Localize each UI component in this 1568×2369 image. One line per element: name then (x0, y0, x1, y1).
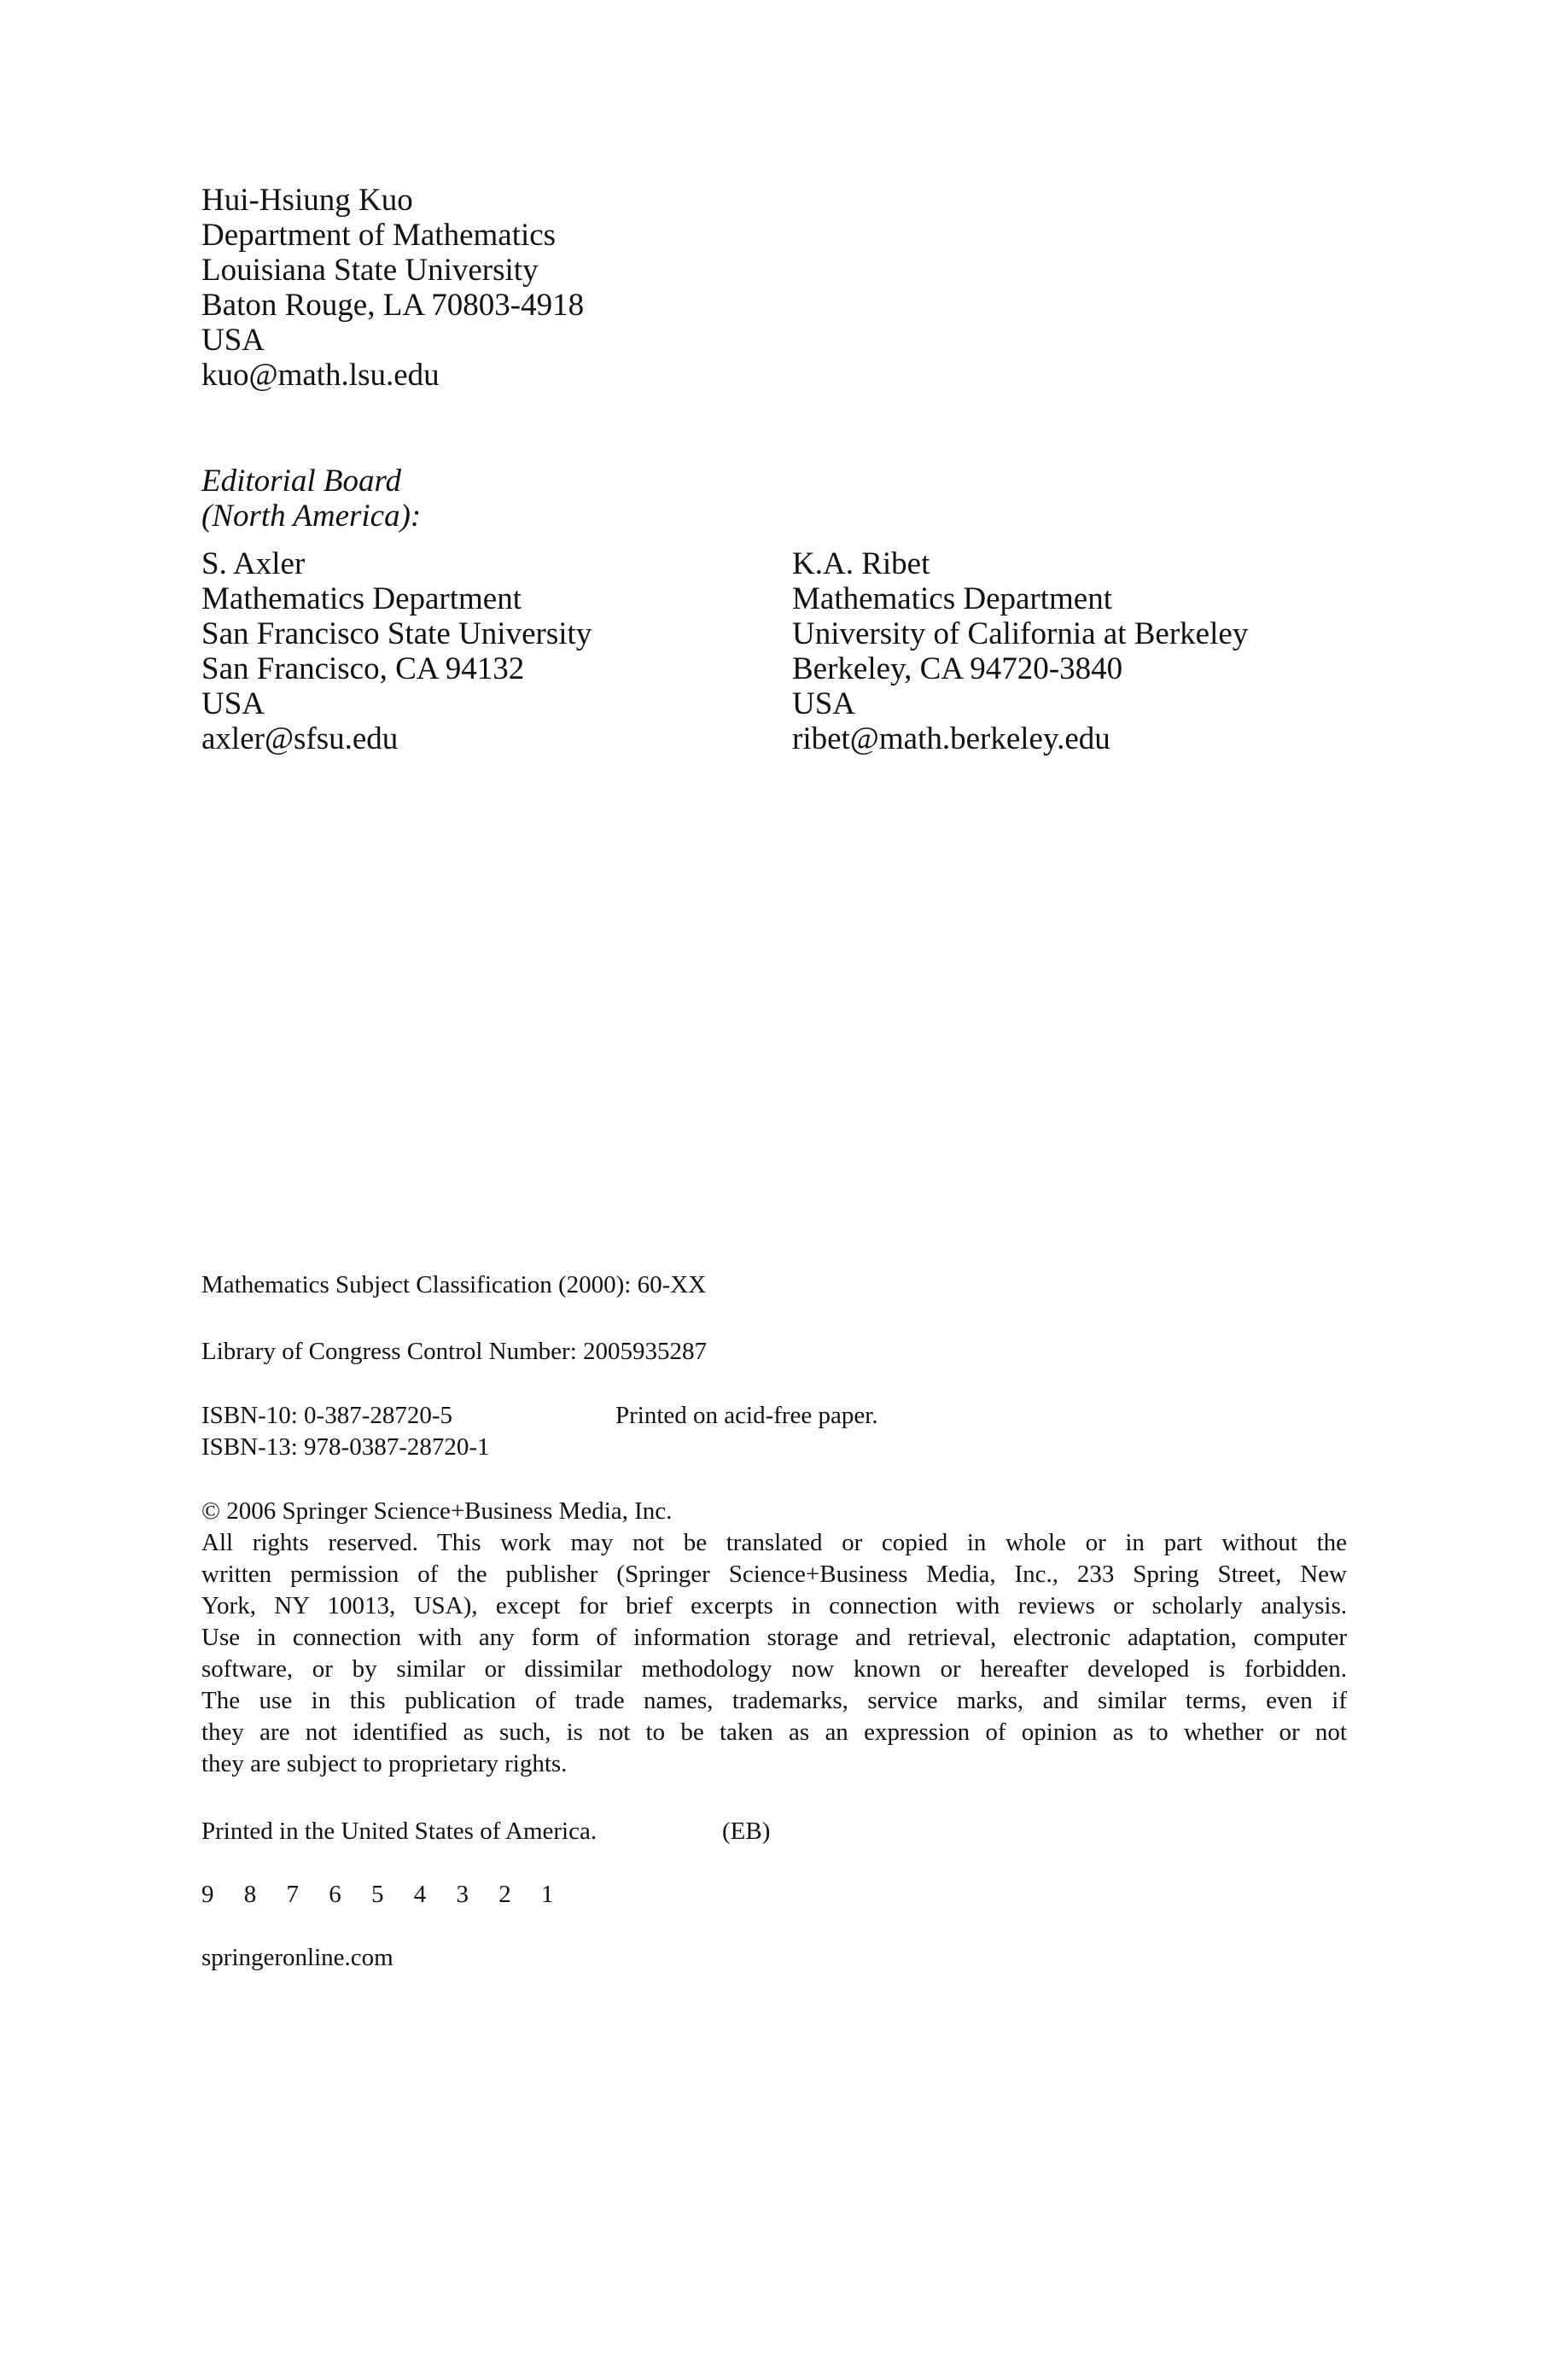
editor-email: ribet@math.berkeley.edu (792, 721, 1110, 756)
editorial-board-title: Editorial Board (201, 464, 401, 499)
editorial-board-heading (201, 464, 421, 534)
rights-text-line: they are subject to proprietary rights. (201, 1750, 568, 1777)
isbn-13: ISBN-13: 978-0387-28720-1 (201, 1433, 490, 1461)
editor-department: Mathematics Department (201, 581, 522, 616)
editor-address-ribet (792, 546, 1248, 756)
isbn-10: ISBN-10: 0-387-28720-5 (201, 1402, 453, 1429)
author-city: Baton Rouge, LA 70803-4918 (201, 288, 585, 323)
editor-name: S. Axler (201, 546, 306, 581)
editor-country: USA (201, 686, 265, 721)
copyright-notice (201, 1496, 1347, 1780)
author-university: Louisiana State University (201, 253, 539, 288)
editor-department: Mathematics Department (792, 581, 1113, 616)
copyright-line: © 2006 Springer Science+Business Media, Inc. (201, 1497, 673, 1525)
subject-classification: Mathematics Subject Classification (2000): 60-XX (201, 1271, 707, 1298)
acid-free-note: Printed on acid-free paper. (615, 1402, 878, 1429)
editor-address-axler (201, 546, 592, 756)
author-address (201, 183, 584, 393)
publisher-website: springeronline.com (201, 1944, 393, 1971)
author-country: USA (201, 323, 265, 358)
author-department: Department of Mathematics (201, 218, 557, 253)
lccn: Library of Congress Control Number: 2005935287 (201, 1338, 708, 1365)
editor-name: K.A. Ribet (792, 546, 930, 581)
rights-text-line: written permission of the publisher (Springer Science+Business Media, Inc., 233 Spring Street, New (201, 1561, 1347, 1588)
author-name: Hui-Hsiung Kuo (201, 183, 413, 218)
rights-text-line: Use in connection with any form of information storage and retrieval, electronic adaptation, computer (201, 1624, 1347, 1651)
rights-text-line: All rights reserved. This work may not be translated or copied in whole or in part without the (201, 1529, 1347, 1556)
printer-code: (EB) (722, 1818, 771, 1845)
editor-university: San Francisco State University (201, 616, 592, 651)
printing-number-line: 9 8 7 6 5 4 3 2 1 (201, 1881, 566, 1908)
editorial-board-region: (North America): (201, 499, 422, 534)
isbn-block (201, 1400, 490, 1463)
editor-country: USA (792, 686, 856, 721)
rights-text-line: they are not identified as such, is not to be taken as an expression of opinion as to whether or not (201, 1718, 1347, 1746)
editor-city: Berkeley, CA 94720-3840 (792, 651, 1123, 686)
editor-email: axler@sfsu.edu (201, 721, 399, 756)
author-email: kuo@math.lsu.edu (201, 358, 440, 393)
editor-university: University of California at Berkeley (792, 616, 1249, 651)
editor-city: San Francisco, CA 94132 (201, 651, 525, 686)
printed-in: Printed in the United States of America. (201, 1818, 597, 1845)
rights-text-line: The use in this publication of trade names, trademarks, service marks, and similar terms, even if (201, 1687, 1347, 1714)
rights-text-line: York, NY 10013, USA), except for brief excerpts in connection with reviews or scholarly analysis. (201, 1592, 1347, 1619)
rights-text-line: software, or by similar or dissimilar methodology now known or hereafter developed is forbidden. (201, 1655, 1347, 1683)
